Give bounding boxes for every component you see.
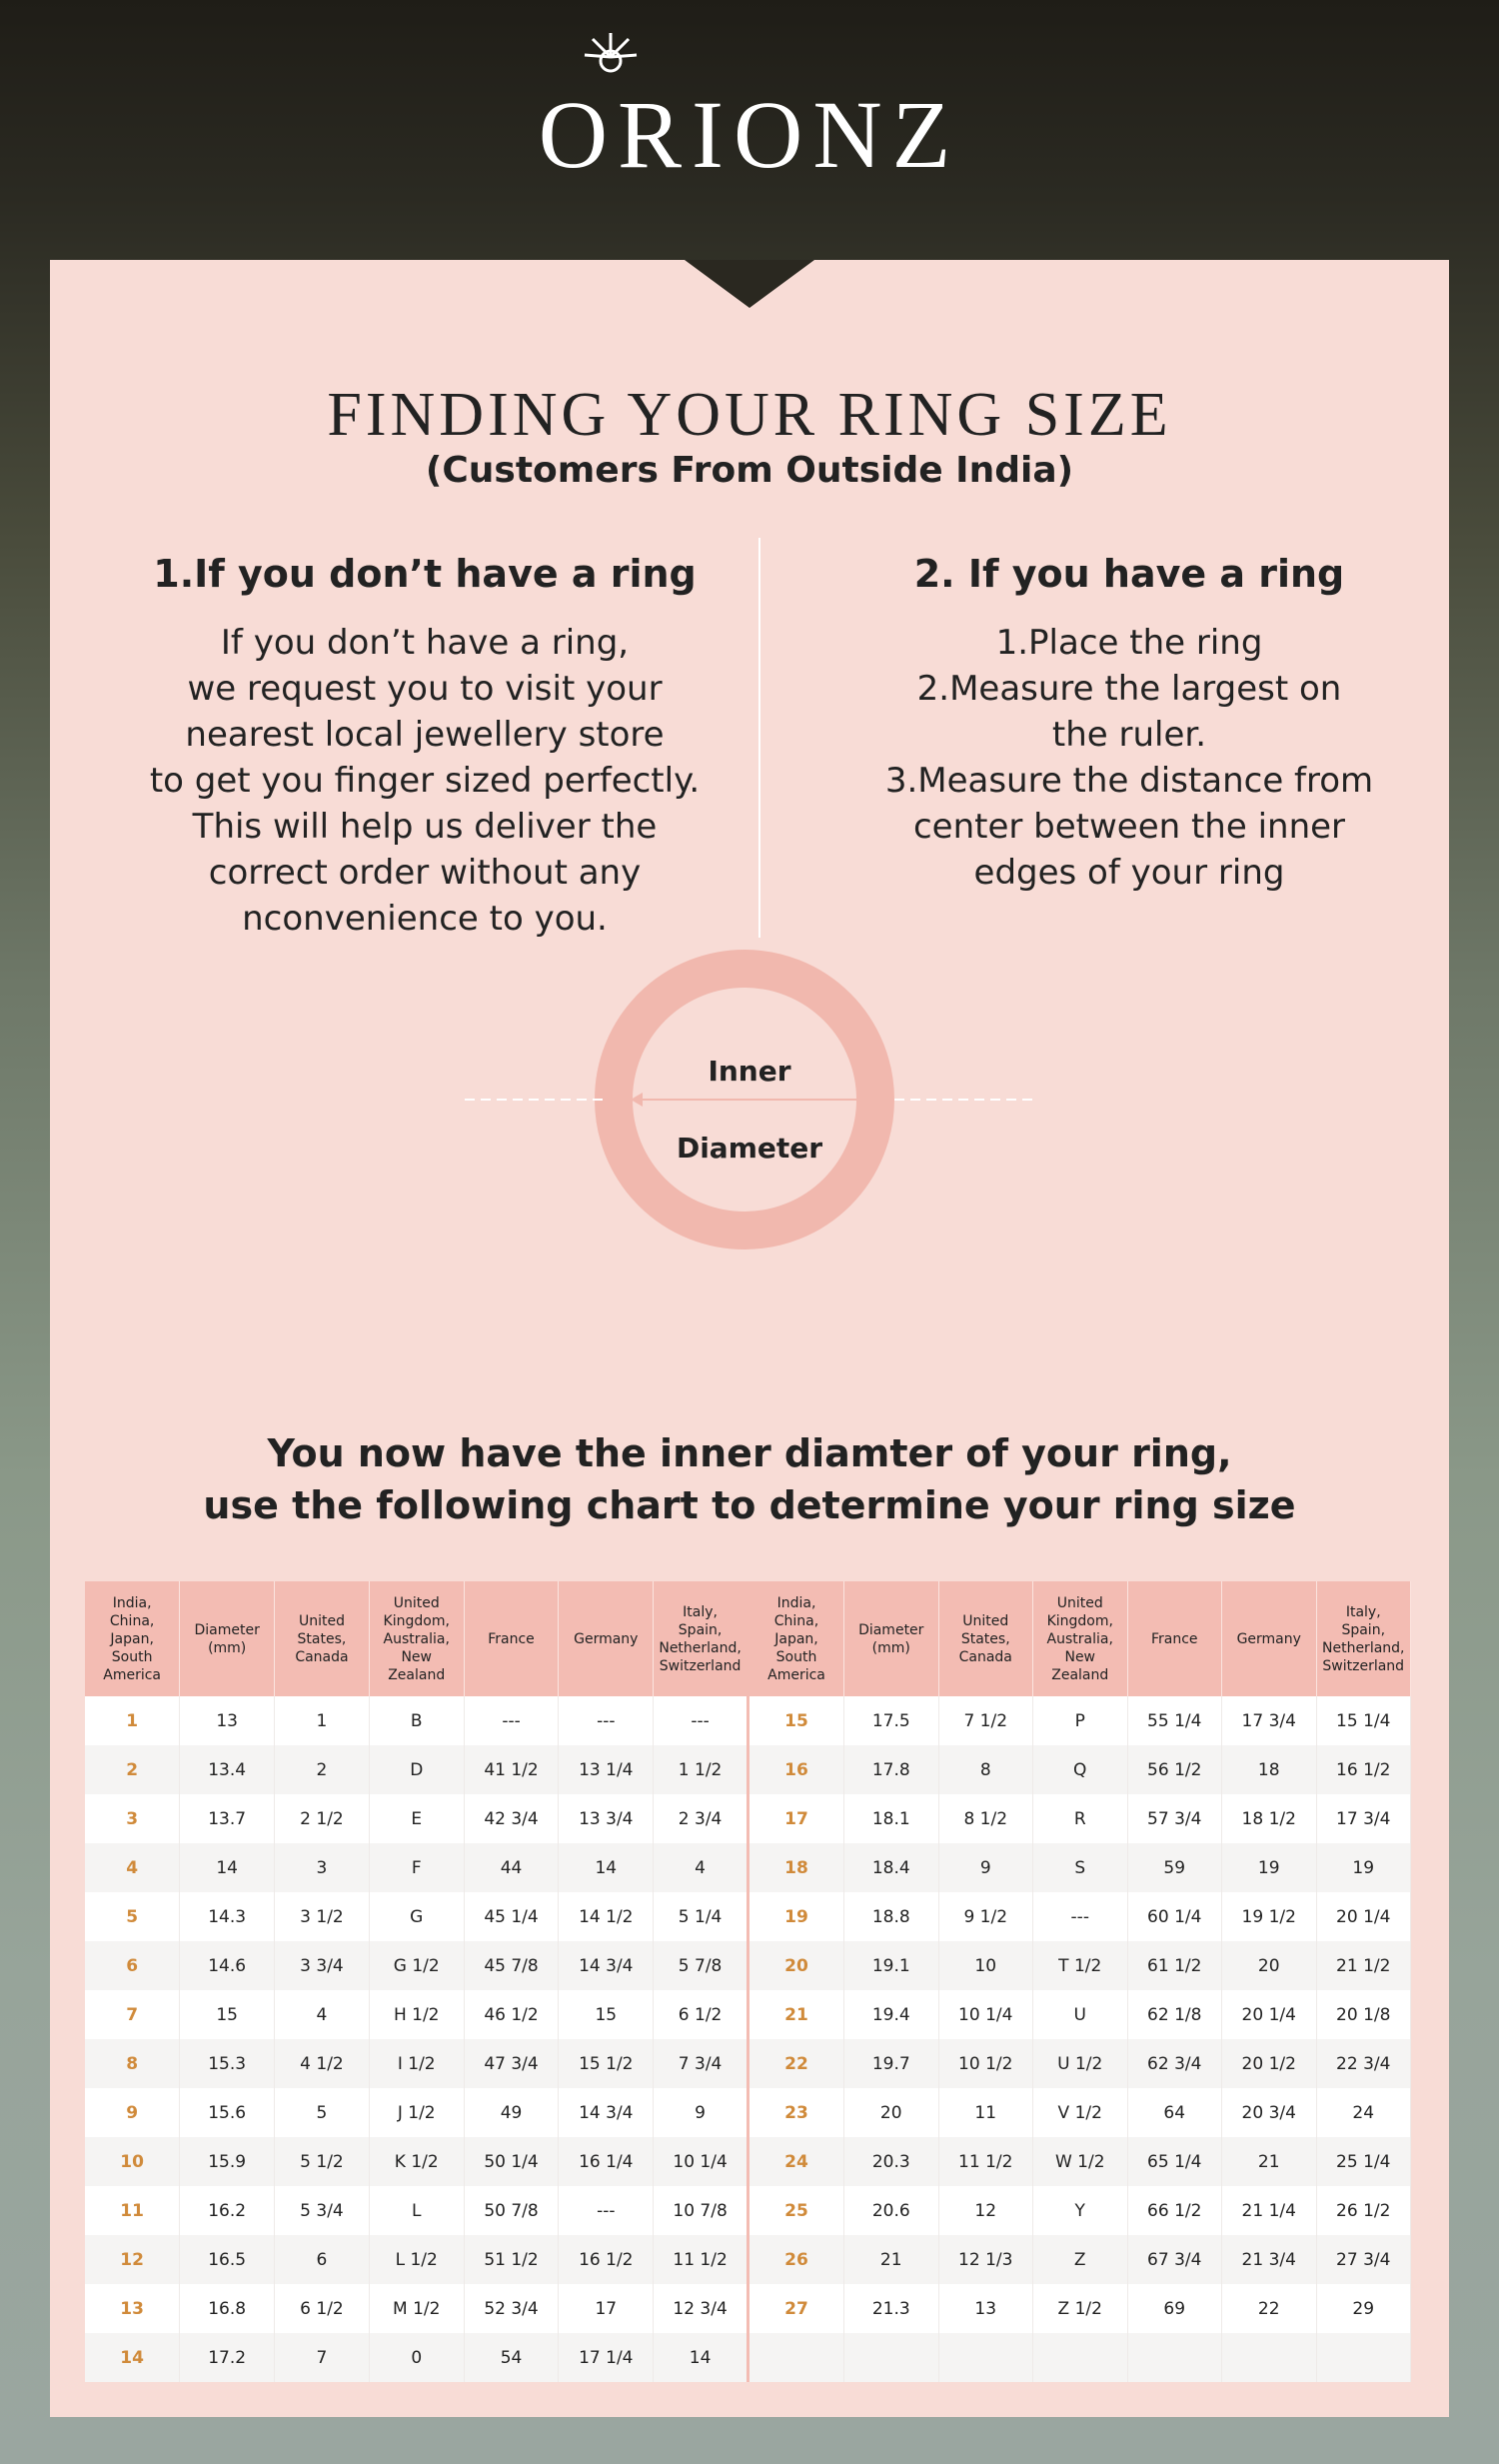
table-cell: R xyxy=(1033,1794,1128,1843)
table-cell xyxy=(1033,2333,1128,2382)
column-header: Diameter (mm) xyxy=(180,1581,275,1696)
table-cell: 21 3/4 xyxy=(1222,2235,1317,2284)
size-table-right xyxy=(750,1581,1411,2382)
table-cell: 13 3/4 xyxy=(559,1794,654,1843)
no-ring-body: If you don’t have a ring, we request you to visit your nearest local jewellery store to get you finger sized perfectly. This will help us deliver the correct order without any nconvenience to you. xyxy=(149,623,701,939)
table-cell: 11 1/2 xyxy=(654,2235,749,2284)
table-cell: 49 xyxy=(464,2088,559,2137)
size-index-cell: 11 xyxy=(85,2186,180,2235)
panel-notch xyxy=(685,260,814,308)
table-cell: 15 1/2 xyxy=(559,2039,654,2088)
table-row xyxy=(85,2088,749,2137)
table-cell: G xyxy=(369,1892,464,1941)
size-index-cell: 19 xyxy=(750,1892,844,1941)
table-cell: 14 1/2 xyxy=(559,1892,654,1941)
table-cell: 17 3/4 xyxy=(1222,1696,1317,1745)
column-divider xyxy=(758,538,760,938)
table-cell: 54 xyxy=(464,2333,559,2382)
table-cell: 22 xyxy=(1222,2284,1317,2333)
table-cell: 5 1/2 xyxy=(275,2137,370,2186)
table-cell: 16 1/2 xyxy=(1316,1745,1411,1794)
table-cell: 9 xyxy=(938,1843,1033,1892)
table-cell: W 1/2 xyxy=(1033,2137,1128,2186)
page-title: FINDING YOUR RING SIZE xyxy=(327,381,1172,449)
table-cell: 19 1/2 xyxy=(1222,1892,1317,1941)
table-cell xyxy=(1316,2333,1411,2382)
size-index-cell: 23 xyxy=(750,2088,844,2137)
table-cell: J 1/2 xyxy=(369,2088,464,2137)
have-ring-section xyxy=(809,552,1449,896)
chart-instruction: You now have the inner diamter of your ring, use the following chart to determine your ring size xyxy=(203,1431,1296,1527)
table-cell: 45 1/4 xyxy=(464,1892,559,1941)
table-cell: 21.3 xyxy=(844,2284,939,2333)
table-cell: Z 1/2 xyxy=(1033,2284,1128,2333)
table-cell: 22 3/4 xyxy=(1316,2039,1411,2088)
table-cell: G 1/2 xyxy=(369,1941,464,1990)
table-cell: 16 1/2 xyxy=(559,2235,654,2284)
table-cell: 7 3/4 xyxy=(654,2039,749,2088)
table-cell: 13.4 xyxy=(180,1745,275,1794)
table-cell: S xyxy=(1033,1843,1128,1892)
column-header: Germany xyxy=(559,1581,654,1696)
diameter-line xyxy=(415,950,1084,1249)
table-cell: 4 xyxy=(275,1990,370,2039)
column-header: Diameter (mm) xyxy=(844,1581,939,1696)
size-index-cell: 4 xyxy=(85,1843,180,1892)
table-cell: 17 1/4 xyxy=(559,2333,654,2382)
table-cell: 19 xyxy=(1222,1843,1317,1892)
table-cell: 26 1/2 xyxy=(1316,2186,1411,2235)
table-cell: 2 xyxy=(275,1745,370,1794)
table-cell: 44 xyxy=(464,1843,559,1892)
table-cell: 61 1/2 xyxy=(1127,1941,1222,1990)
table-row xyxy=(85,2186,749,2235)
ring-size-chart xyxy=(85,1581,1414,2382)
column-header: United States, Canada xyxy=(938,1581,1033,1696)
table-cell: 20 xyxy=(844,2088,939,2137)
column-header: Italy, Spain, Netherland, Switzerland xyxy=(654,1581,749,1696)
table-cell: 41 1/2 xyxy=(464,1745,559,1794)
table-cell: 6 1/2 xyxy=(654,1990,749,2039)
table-cell: 21 xyxy=(1222,2137,1317,2186)
size-index-cell: 2 xyxy=(85,1745,180,1794)
table-row xyxy=(85,1892,749,1941)
size-index-cell xyxy=(750,2333,844,2382)
table-cell: D xyxy=(369,1745,464,1794)
have-ring-heading: 2. If you have a ring xyxy=(913,552,1345,596)
table-cell: 24 xyxy=(1316,2088,1411,2137)
table-cell: V 1/2 xyxy=(1033,2088,1128,2137)
table-cell: 4 xyxy=(654,1843,749,1892)
size-index-cell: 9 xyxy=(85,2088,180,2137)
table-cell: 60 1/4 xyxy=(1127,1892,1222,1941)
table-cell: 2 1/2 xyxy=(275,1794,370,1843)
size-index-cell: 8 xyxy=(85,2039,180,2088)
size-index-cell: 26 xyxy=(750,2235,844,2284)
table-cell: 2 3/4 xyxy=(654,1794,749,1843)
table-row xyxy=(85,1696,749,1745)
table-cell: 9 1/2 xyxy=(938,1892,1033,1941)
table-cell: L xyxy=(369,2186,464,2235)
table-row xyxy=(85,1990,749,2039)
table-cell: L 1/2 xyxy=(369,2235,464,2284)
column-header: Italy, Spain, Netherland, Switzerland xyxy=(1316,1581,1411,1696)
table-cell: 62 1/8 xyxy=(1127,1990,1222,2039)
size-index-cell: 7 xyxy=(85,1990,180,2039)
table-cell: 7 1/2 xyxy=(938,1696,1033,1745)
table-cell: 0 xyxy=(369,2333,464,2382)
table-cell: Y xyxy=(1033,2186,1128,2235)
table-cell: 15.9 xyxy=(180,2137,275,2186)
table-cell: 17.2 xyxy=(180,2333,275,2382)
table-cell: 1 xyxy=(275,1696,370,1745)
column-header: United Kingdom, Australia, New Zealand xyxy=(369,1581,464,1696)
table-cell: 67 3/4 xyxy=(1127,2235,1222,2284)
size-index-cell: 27 xyxy=(750,2284,844,2333)
size-index-cell: 17 xyxy=(750,1794,844,1843)
table-cell: 64 xyxy=(1127,2088,1222,2137)
table-cell: 8 xyxy=(938,1745,1033,1794)
table-row xyxy=(750,2137,1411,2186)
column-header: France xyxy=(464,1581,559,1696)
table-cell: 21 1/4 xyxy=(1222,2186,1317,2235)
ring-diameter-diagram xyxy=(415,950,1084,1220)
size-index-cell: 22 xyxy=(750,2039,844,2088)
table-cell xyxy=(938,2333,1033,2382)
table-row xyxy=(85,2284,749,2333)
table-cell: 45 7/8 xyxy=(464,1941,559,1990)
size-index-cell: 12 xyxy=(85,2235,180,2284)
table-cell: --- xyxy=(464,1696,559,1745)
brand-name: ORIONZ xyxy=(538,81,961,188)
table-row xyxy=(750,1843,1411,1892)
table-header-row xyxy=(85,1581,749,1696)
table-cell: Z xyxy=(1033,2235,1128,2284)
table-cell: 15 xyxy=(559,1990,654,2039)
column-header: India, China, Japan, South America xyxy=(85,1581,180,1696)
table-cell: 14 3/4 xyxy=(559,1941,654,1990)
table-row xyxy=(750,1745,1411,1794)
table-cell: 14 xyxy=(654,2333,749,2382)
table-cell xyxy=(1127,2333,1222,2382)
table-cell: --- xyxy=(559,2186,654,2235)
table-cell: 20 1/4 xyxy=(1316,1892,1411,1941)
table-cell: 9 xyxy=(654,2088,749,2137)
table-cell: 5 xyxy=(275,2088,370,2137)
table-cell: 10 1/2 xyxy=(938,2039,1033,2088)
table-row xyxy=(750,1794,1411,1843)
table-cell: 5 3/4 xyxy=(275,2186,370,2235)
table-row xyxy=(750,2333,1411,2382)
table-cell: 21 1/2 xyxy=(1316,1941,1411,1990)
brand-logo xyxy=(0,55,1499,215)
table-row xyxy=(85,1843,749,1892)
size-index-cell: 6 xyxy=(85,1941,180,1990)
table-cell: U 1/2 xyxy=(1033,2039,1128,2088)
table-cell: 20 xyxy=(1222,1941,1317,1990)
table-cell: 20 3/4 xyxy=(1222,2088,1317,2137)
table-cell: 42 3/4 xyxy=(464,1794,559,1843)
table-cell: K 1/2 xyxy=(369,2137,464,2186)
table-header-row xyxy=(750,1581,1411,1696)
table-cell: 5 1/4 xyxy=(654,1892,749,1941)
table-cell: H 1/2 xyxy=(369,1990,464,2039)
table-cell: 20 1/4 xyxy=(1222,1990,1317,2039)
table-cell: 1 1/2 xyxy=(654,1745,749,1794)
table-cell: 15.3 xyxy=(180,2039,275,2088)
column-header: United Kingdom, Australia, New Zealand xyxy=(1033,1581,1128,1696)
table-cell: 19.4 xyxy=(844,1990,939,2039)
table-cell: 51 1/2 xyxy=(464,2235,559,2284)
table-cell: 20.6 xyxy=(844,2186,939,2235)
table-cell: 14.3 xyxy=(180,1892,275,1941)
table-cell: 25 1/4 xyxy=(1316,2137,1411,2186)
table-cell: 17 xyxy=(559,2284,654,2333)
table-cell: 29 xyxy=(1316,2284,1411,2333)
table-cell: 50 1/4 xyxy=(464,2137,559,2186)
table-cell: 8 1/2 xyxy=(938,1794,1033,1843)
table-cell: --- xyxy=(559,1696,654,1745)
table-cell: 4 1/2 xyxy=(275,2039,370,2088)
column-header: United States, Canada xyxy=(275,1581,370,1696)
table-row xyxy=(85,2039,749,2088)
table-cell: 14 xyxy=(180,1843,275,1892)
table-cell: 12 1/3 xyxy=(938,2235,1033,2284)
size-index-cell: 5 xyxy=(85,1892,180,1941)
size-index-cell: 21 xyxy=(750,1990,844,2039)
table-row xyxy=(750,2039,1411,2088)
table-cell: 3 xyxy=(275,1843,370,1892)
table-cell: 5 7/8 xyxy=(654,1941,749,1990)
table-cell: 21 xyxy=(844,2235,939,2284)
table-cell: 59 xyxy=(1127,1843,1222,1892)
table-cell: T 1/2 xyxy=(1033,1941,1128,1990)
table-cell: 11 1/2 xyxy=(938,2137,1033,2186)
table-cell xyxy=(844,2333,939,2382)
table-cell: 16.2 xyxy=(180,2186,275,2235)
table-cell: 6 xyxy=(275,2235,370,2284)
table-cell: 52 3/4 xyxy=(464,2284,559,2333)
table-cell: 27 3/4 xyxy=(1316,2235,1411,2284)
column-header: France xyxy=(1127,1581,1222,1696)
size-index-cell: 25 xyxy=(750,2186,844,2235)
table-row xyxy=(750,2088,1411,2137)
table-cell: 6 1/2 xyxy=(275,2284,370,2333)
table-row xyxy=(750,1892,1411,1941)
table-row xyxy=(750,2235,1411,2284)
table-cell: B xyxy=(369,1696,464,1745)
size-index-cell: 10 xyxy=(85,2137,180,2186)
table-row xyxy=(750,1696,1411,1745)
no-ring-section xyxy=(105,552,745,942)
table-cell xyxy=(1222,2333,1317,2382)
table-cell: F xyxy=(369,1843,464,1892)
table-cell: 18.1 xyxy=(844,1794,939,1843)
table-cell: E xyxy=(369,1794,464,1843)
size-table-left xyxy=(85,1581,750,2382)
table-cell: 13 xyxy=(938,2284,1033,2333)
no-ring-heading: 1.If you don’t have a ring xyxy=(153,552,697,596)
table-row xyxy=(85,2137,749,2186)
table-cell: 11 xyxy=(938,2088,1033,2137)
table-cell: 3 1/2 xyxy=(275,1892,370,1941)
table-cell: 47 3/4 xyxy=(464,2039,559,2088)
table-cell: 50 7/8 xyxy=(464,2186,559,2235)
table-cell: 13 xyxy=(180,1696,275,1745)
table-cell: 10 1/4 xyxy=(654,2137,749,2186)
table-cell: 57 3/4 xyxy=(1127,1794,1222,1843)
table-cell: 17 3/4 xyxy=(1316,1794,1411,1843)
table-cell: --- xyxy=(654,1696,749,1745)
table-row xyxy=(85,1941,749,1990)
table-cell: 7 xyxy=(275,2333,370,2382)
size-index-cell: 3 xyxy=(85,1794,180,1843)
table-cell: 16.8 xyxy=(180,2284,275,2333)
sparkle-icon xyxy=(581,29,641,79)
table-row xyxy=(750,2284,1411,2333)
size-index-cell: 1 xyxy=(85,1696,180,1745)
table-cell: 17.5 xyxy=(844,1696,939,1745)
table-cell: 13.7 xyxy=(180,1794,275,1843)
table-row xyxy=(85,1745,749,1794)
table-cell: 46 1/2 xyxy=(464,1990,559,2039)
size-index-cell: 20 xyxy=(750,1941,844,1990)
size-index-cell: 18 xyxy=(750,1843,844,1892)
table-cell: 15 xyxy=(180,1990,275,2039)
table-cell: Q xyxy=(1033,1745,1128,1794)
table-cell: P xyxy=(1033,1696,1128,1745)
table-cell: 56 1/2 xyxy=(1127,1745,1222,1794)
table-cell: 19.1 xyxy=(844,1941,939,1990)
table-cell: 15 1/4 xyxy=(1316,1696,1411,1745)
table-row xyxy=(750,2186,1411,2235)
table-cell: 10 7/8 xyxy=(654,2186,749,2235)
table-cell: 14 xyxy=(559,1843,654,1892)
table-row xyxy=(750,1941,1411,1990)
table-cell: 14.6 xyxy=(180,1941,275,1990)
table-cell: 69 xyxy=(1127,2284,1222,2333)
table-cell: 18.8 xyxy=(844,1892,939,1941)
column-header: Germany xyxy=(1222,1581,1317,1696)
column-header: India, China, Japan, South America xyxy=(750,1581,844,1696)
table-cell: 18 1/2 xyxy=(1222,1794,1317,1843)
table-row xyxy=(85,2333,749,2382)
table-cell: I 1/2 xyxy=(369,2039,464,2088)
diagram-label-diameter: Diameter xyxy=(676,1132,823,1165)
table-cell: 66 1/2 xyxy=(1127,2186,1222,2235)
table-row xyxy=(85,1794,749,1843)
table-cell: 19 xyxy=(1316,1843,1411,1892)
table-cell: 20.3 xyxy=(844,2137,939,2186)
table-cell: 16.5 xyxy=(180,2235,275,2284)
size-index-cell: 13 xyxy=(85,2284,180,2333)
have-ring-body: 1.Place the ring 2.Measure the largest on the ruler. 3.Measure the distance from center between the inner edges of your ring xyxy=(884,623,1374,893)
table-cell: U xyxy=(1033,1990,1128,2039)
size-index-cell: 15 xyxy=(750,1696,844,1745)
table-cell: 10 1/4 xyxy=(938,1990,1033,2039)
table-cell: 19.7 xyxy=(844,2039,939,2088)
size-index-cell: 24 xyxy=(750,2137,844,2186)
size-index-cell: 14 xyxy=(85,2333,180,2382)
table-cell: 18 xyxy=(1222,1745,1317,1794)
table-cell: 15.6 xyxy=(180,2088,275,2137)
table-cell: 20 1/8 xyxy=(1316,1990,1411,2039)
table-cell: 12 xyxy=(938,2186,1033,2235)
table-cell: 13 1/4 xyxy=(559,1745,654,1794)
table-cell: --- xyxy=(1033,1892,1128,1941)
table-cell: 17.8 xyxy=(844,1745,939,1794)
ring-size-panel xyxy=(50,260,1449,2417)
table-cell: 3 3/4 xyxy=(275,1941,370,1990)
page-subtitle: (Customers From Outside India) xyxy=(425,450,1074,491)
diagram-label-inner: Inner xyxy=(708,1055,791,1088)
table-cell: 20 1/2 xyxy=(1222,2039,1317,2088)
table-row xyxy=(85,2235,749,2284)
table-cell: 10 xyxy=(938,1941,1033,1990)
table-cell: 18.4 xyxy=(844,1843,939,1892)
table-row xyxy=(750,1990,1411,2039)
table-cell: 65 1/4 xyxy=(1127,2137,1222,2186)
table-cell: 12 3/4 xyxy=(654,2284,749,2333)
size-index-cell: 16 xyxy=(750,1745,844,1794)
table-cell: 62 3/4 xyxy=(1127,2039,1222,2088)
table-cell: 14 3/4 xyxy=(559,2088,654,2137)
table-cell: 55 1/4 xyxy=(1127,1696,1222,1745)
table-cell: 16 1/4 xyxy=(559,2137,654,2186)
table-cell: M 1/2 xyxy=(369,2284,464,2333)
